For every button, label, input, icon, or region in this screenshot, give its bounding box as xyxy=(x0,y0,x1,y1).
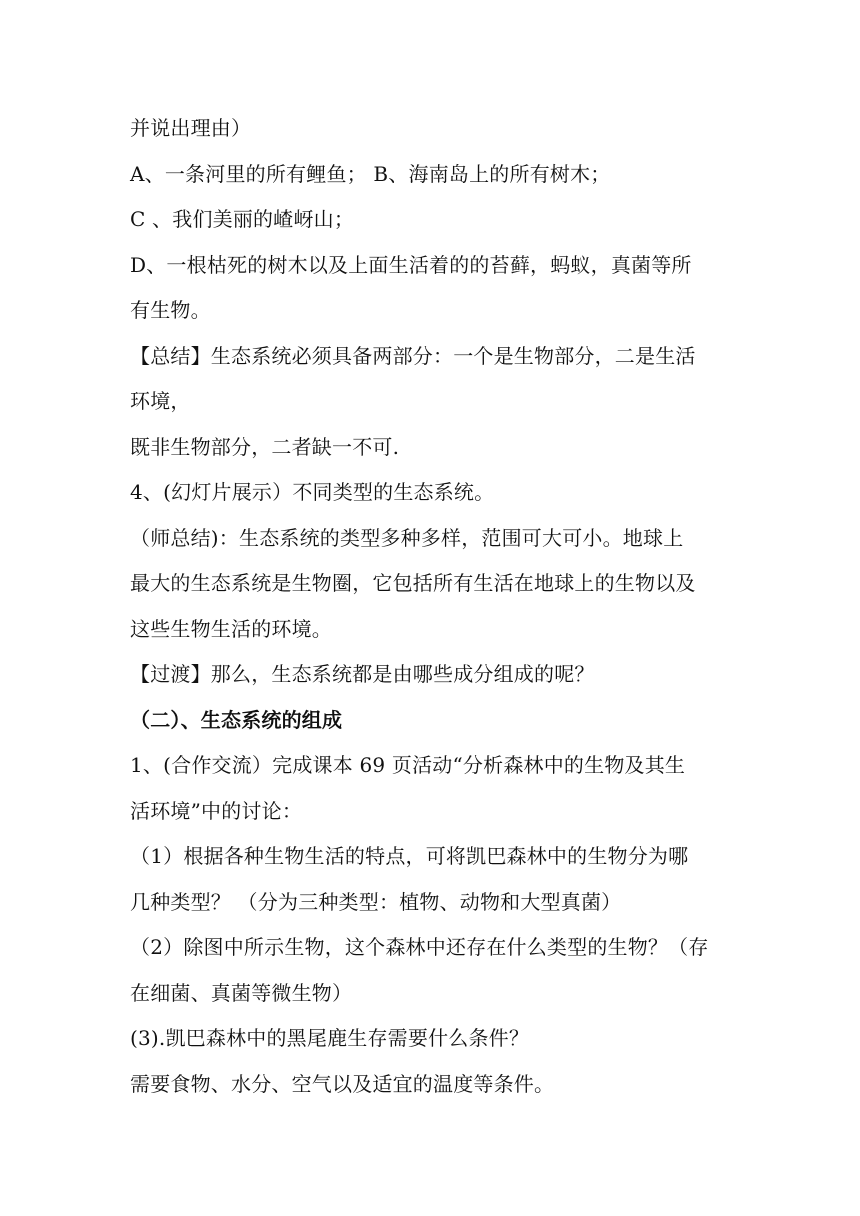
teacher-summary-line: （师总结)：生态系统的类型多种多样，范围可大可小。地球上 xyxy=(130,525,684,550)
document-body xyxy=(130,106,735,1107)
text-line: 几种类型？ （分为三种类型：植物、动物和大型真菌） xyxy=(130,889,622,914)
text-line: 环境， xyxy=(130,389,191,413)
summary-line: 【总结】生态系统必须具备两部分：一个是生物部分，二是生活 xyxy=(130,343,696,368)
text-line: 最大的生态系统是生物圈，它包括所有生活在地球上的生物以及 xyxy=(130,571,696,595)
question-3-line: (3).凯巴森林中的黑尾鹿生存需要什么条件？ xyxy=(130,1026,530,1050)
transition-line: 【过渡】那么，生态系统都是由哪些成分组成的呢？ xyxy=(130,662,595,686)
slide-display-line: 4、(幻灯片展示）不同类型的生态系统。 xyxy=(130,480,495,504)
text-line: 这些生物生活的环境。 xyxy=(130,616,332,641)
option-a-b-line: A、一条河里的所有鲤鱼； B、海南岛上的所有树木； xyxy=(130,161,611,186)
option-c-line: C 、我们美丽的嵖岈山； xyxy=(130,207,355,231)
activity-line: 1、(合作交流）完成课本 69 页活动“分析森林中的生物及其生 xyxy=(130,753,686,777)
section-heading: （二）、生态系统的组成 xyxy=(130,707,343,732)
text-line: 并说出理由） xyxy=(130,116,252,140)
question-1-line: （1）根据各种生物生活的特点，可将凯巴森林中的生物分为哪 xyxy=(130,844,689,868)
question-2-line: （2）除图中所示生物，这个森林中还存在什么类型的生物？（存 xyxy=(130,935,709,959)
answer-line: 需要食物、水分、空气以及适宜的温度等条件。 xyxy=(130,1071,555,1096)
text-line: 活环境”中的讨论： xyxy=(130,798,303,823)
text-line: 有生物。 xyxy=(130,298,211,322)
text-line: 既非生物部分，二者缺一不可. xyxy=(130,434,400,459)
option-d-line: D、一根枯死的树木以及上面生活着的的苔藓，蚂蚁，真菌等所 xyxy=(130,252,692,277)
text-line: 在细菌、真菌等微生物） xyxy=(130,980,353,1005)
